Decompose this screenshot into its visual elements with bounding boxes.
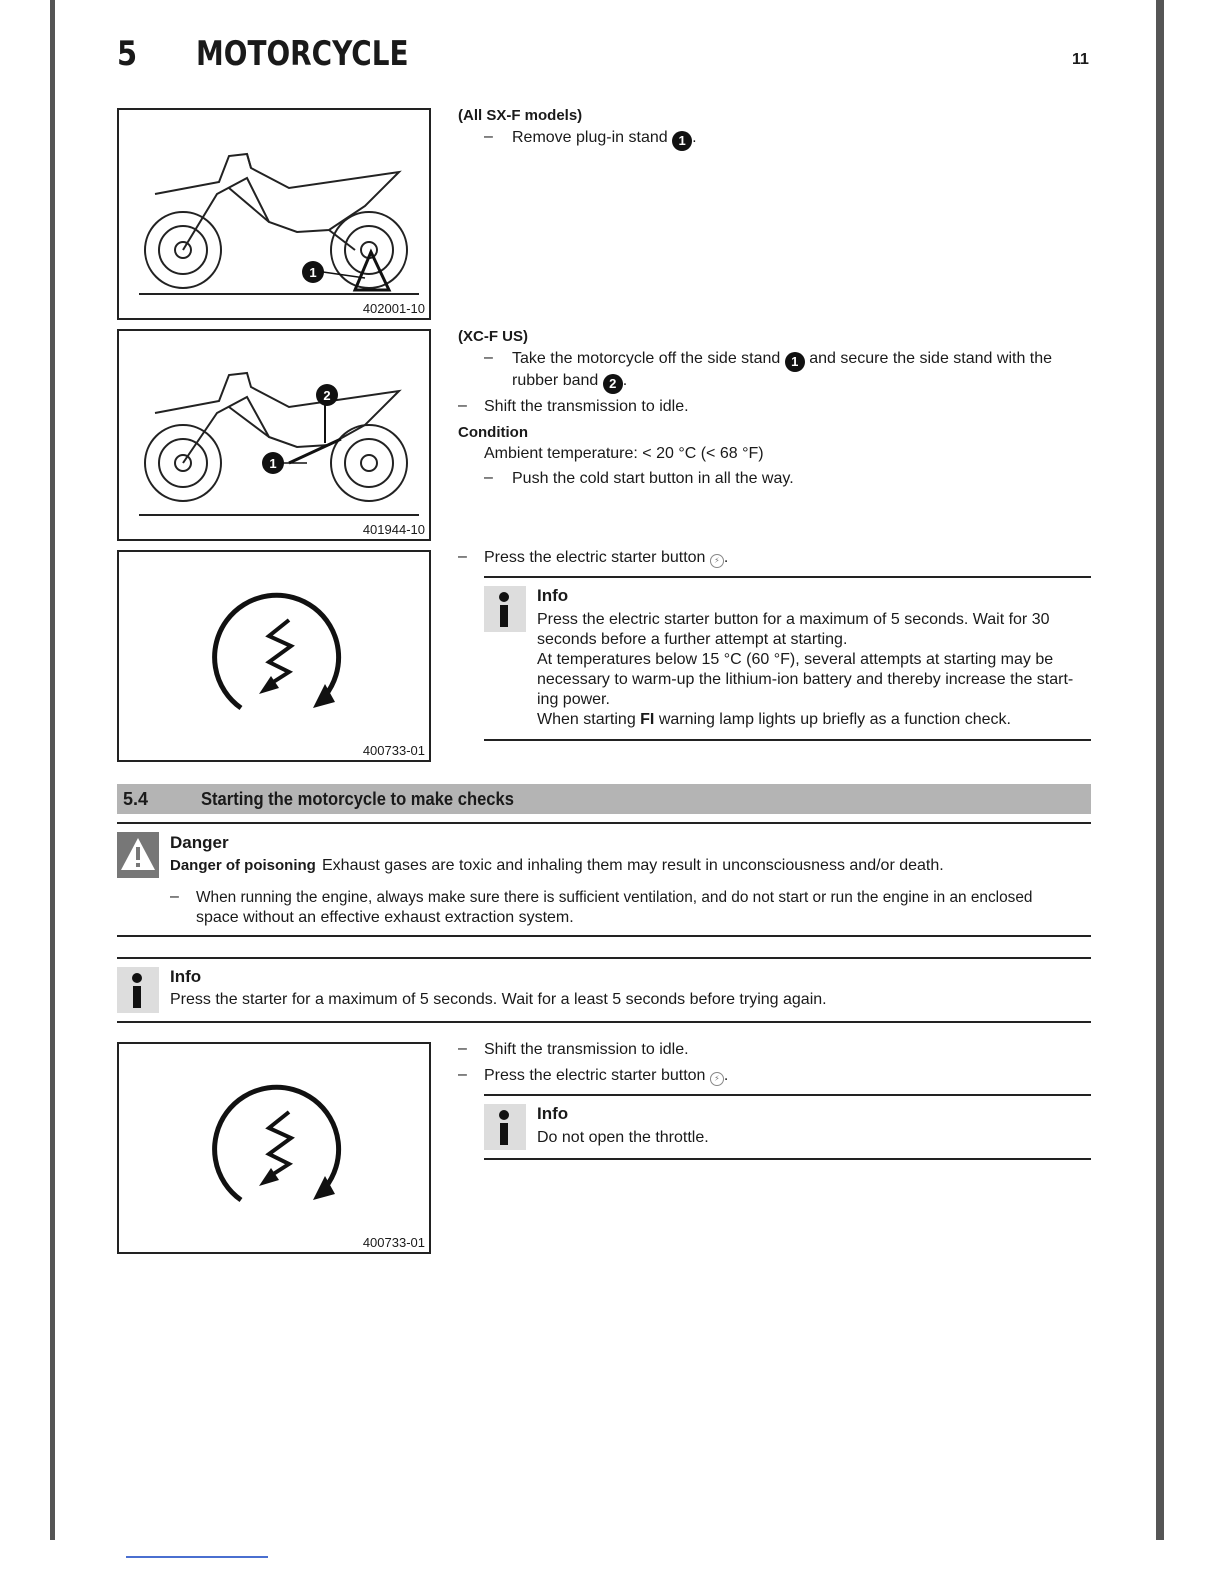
info-rule-top [484, 1094, 1091, 1096]
callout-badge: 2 [603, 374, 623, 394]
info-rule-bottom [117, 1021, 1091, 1023]
figure-code: 400733-01 [362, 1235, 425, 1250]
list-dash: – [458, 1040, 467, 1057]
danger-title: Danger [170, 833, 229, 852]
block-heading-xcf: (XC-F US) [458, 328, 528, 345]
starter-button-icon: ⚡ [710, 1072, 724, 1086]
danger-bullet-line: When running the engine, always make sure there is sufficient ventilation, and do not start or run the engine in an enclosed [196, 889, 1033, 906]
figure-code: 400733-01 [362, 743, 425, 758]
info-text: When starting [537, 711, 641, 728]
callout-1: 1 [309, 265, 317, 280]
info-rule-top [117, 957, 1091, 959]
condition-label: Condition [458, 424, 528, 441]
step-press-starter: Press the electric starter button ⚡ . [484, 1067, 729, 1084]
figure-code: 402001-10 [362, 301, 425, 316]
scroll-link-underline[interactable] [126, 1556, 268, 1558]
fi-label: FI [640, 711, 655, 728]
page-number: 11 [1072, 51, 1089, 68]
info-line: ing power. [537, 691, 610, 708]
info-line: seconds before a further attempt at starting. [537, 631, 848, 648]
list-dash: – [458, 548, 467, 565]
list-dash: – [484, 469, 493, 486]
danger-bullet [196, 888, 1091, 928]
page-frame-left [50, 0, 55, 1540]
figure-side-stand [117, 329, 431, 541]
block-heading-sxf: (All SX-F models) [458, 107, 583, 124]
step-text: Press the electric starter button [484, 549, 706, 566]
electric-starter-icon [119, 552, 429, 760]
danger-warning-icon [117, 832, 159, 878]
starter-button-icon: ⚡ [710, 554, 724, 568]
section-title: Starting the motorcycle to make checks [201, 789, 514, 809]
step-text: Press the electric starter button [484, 1067, 706, 1084]
info-line: At temperatures below 15 °C (60 °F), several attempts at starting may be [537, 651, 1054, 668]
section-heading-bar [117, 784, 1091, 814]
step-side-stand-line2: rubber band 2 . [512, 371, 627, 394]
list-dash: – [458, 1066, 467, 1083]
figure-starter-symbol [117, 550, 431, 762]
step-shift-idle: Shift the transmission to idle. [484, 398, 689, 415]
info-title: Info [537, 586, 569, 605]
step-press-starter: Press the electric starter button ⚡ . [484, 549, 729, 566]
chapter-title: MOTORCYCLE [196, 34, 409, 74]
callout-2: 2 [323, 388, 331, 403]
info-rule-bottom [484, 1158, 1091, 1160]
step-remove-stand: Remove plug-in stand 1 . [512, 128, 697, 151]
info-text: warning lamp lights up briefly as a function check. [654, 711, 1011, 728]
info-text: Do not open the throttle. [537, 1129, 709, 1146]
motorcycle-side-stand-illustration [119, 331, 429, 539]
info-rule-bottom [484, 739, 1091, 741]
danger-text: Exhaust gases are toxic and inhaling them may result in unconsciousness and/or death. [322, 857, 944, 874]
info-icon [484, 1104, 526, 1150]
info-title: Info [170, 967, 202, 986]
callout-1: 1 [269, 456, 277, 471]
info-icon [117, 967, 159, 1013]
chapter-number: 5 [117, 34, 138, 74]
info-text: Press the starter for a maximum of 5 seconds. Wait for a least 5 seconds before trying again. [170, 991, 827, 1008]
danger-subtitle: Danger of poisoning [170, 857, 316, 874]
info-body [537, 610, 1091, 730]
condition-text: Ambient temperature: < 20 °C (< 68 °F) [484, 445, 764, 462]
list-dash: – [484, 128, 493, 145]
danger-bullet-line: space without an effective exhaust extraction system. [196, 909, 574, 926]
step-text: and secure the side stand with the [809, 350, 1053, 367]
step-cold-start: Push the cold start button in all the way. [512, 470, 794, 487]
info-line: necessary to warm-up the lithium-ion battery and thereby increase the start- [537, 671, 1074, 688]
list-dash: – [458, 397, 467, 414]
figure-starter-symbol [117, 1042, 431, 1254]
section-number: 5.4 [123, 789, 149, 809]
step-text: rubber band [512, 372, 599, 389]
step-side-stand [512, 349, 1090, 372]
electric-starter-icon [119, 1044, 429, 1252]
step-text: Take the motorcycle off the side stand [512, 350, 781, 367]
callout-badge: 1 [785, 352, 805, 372]
info-line-fi [537, 710, 1091, 730]
info-icon [484, 586, 526, 632]
danger-rule-top [117, 822, 1091, 824]
motorcycle-stand-illustration [119, 110, 429, 318]
page-frame-right [1156, 0, 1164, 1540]
step-text: Remove plug-in stand [512, 129, 668, 146]
info-rule-top [484, 576, 1091, 578]
figure-plug-in-stand [117, 108, 431, 320]
callout-badge: 1 [672, 131, 692, 151]
info-line: Press the electric starter button for a maximum of 5 seconds. Wait for 30 [537, 611, 1050, 628]
step-shift-idle: Shift the transmission to idle. [484, 1041, 689, 1058]
list-dash: – [170, 888, 179, 905]
info-title: Info [537, 1104, 569, 1123]
figure-code: 401944-10 [362, 522, 425, 537]
danger-rule-bottom [117, 935, 1091, 937]
list-dash: – [484, 349, 493, 366]
